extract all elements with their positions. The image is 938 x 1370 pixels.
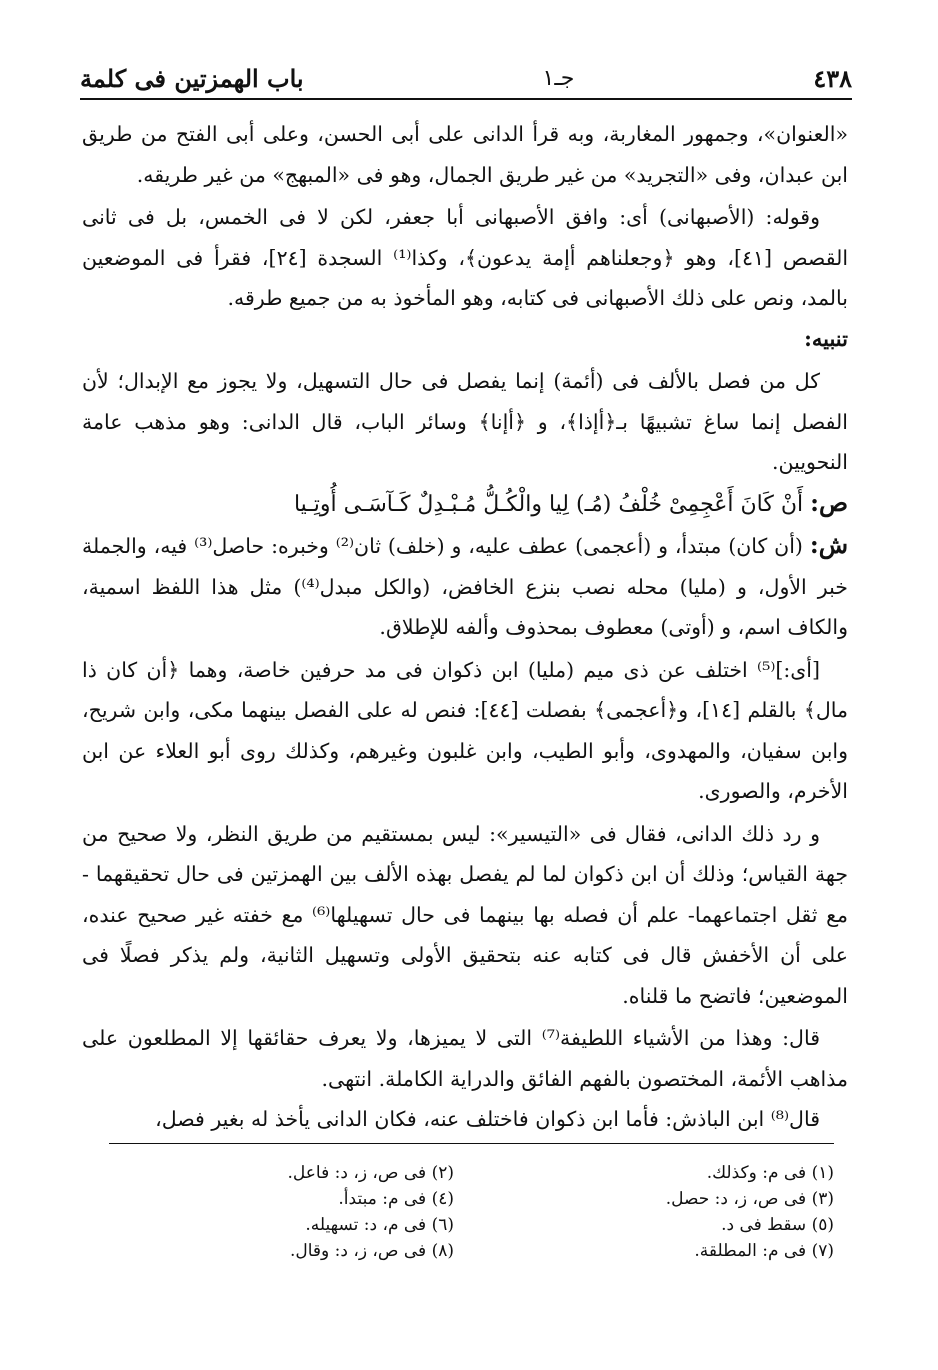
footnote: (٣) فى ص، ز، د: حصل. (665, 1189, 834, 1209)
paragraph-8: قال⁽⁸⁾ ابن الباذش: فأما ابن ذكوان فاختلف عنه، فكان الدانى يأخذ له بغير فصل، (155, 1107, 820, 1131)
main-text (82, 114, 848, 1140)
page-number: ٤٣٨ (813, 63, 852, 93)
paragraph-2: وقوله: (الأصبهانى) أى: وافق الأصبهانى أبا جعفر، لكن لا فى الخمس، بل فى ثانى القصص [٤١]، وهو ﴿وجعلناهم أإمة يدعون﴾، وكذا⁽¹⁾ السجدة [٢٤]، فقرأ فى الموضعين بالمد، ونص على ذلك الأصبهانى فى كتابه، وهو المأخوذ به من جميع طرقه. (82, 205, 849, 310)
tanbih-heading: تنبيه: (804, 325, 848, 351)
paragraph-1: «العنوان»، وجمهور المغاربة، وبه قرأ الدانى على أبى الحسن، وعلى أبى الفتح من طريق ابن عبدان، وفى «التجريد» من غير طريق الجمال، وهو فى «المبهج» من غير طريقه. (82, 122, 848, 187)
paragraph-6: و رد ذلك الدانى، فقال فى «التيسير»: ليس بمستقيم من طريق النظر، ولا صحيح من جهة القياس؛ وذلك أن ابن ذكوان لما لم يفصل بهذه الألف بين الهمزتين فى حال تحقيقهما - مع ثقل اجتماعهما- علم أن فصله بها بينهما فى حال تسهيلها⁽⁶⁾ مع خفته غير صحيح عنده، على أن الأخفش قال فى كتابه عنه بتحقيق الأولى وتسهيل الثانية، ولم يذكر فصلًا فى الموضعين؛ فاتضح ما قلناه. (82, 821, 848, 1008)
footnotes-left-column (104, 1160, 484, 1264)
footnote: (٤) فى م: مبتدأ. (338, 1189, 454, 1209)
sharh-paragraph (82, 525, 848, 648)
chapter-title: باب الهمزتين فى كلمة (80, 63, 304, 93)
footnotes-right-column (484, 1160, 834, 1264)
header-rule (80, 98, 852, 100)
footnote: (٥) سقط فى د. (721, 1215, 834, 1235)
footnote: (٨) فى ص، ز، د: وقال. (289, 1241, 454, 1261)
verse-text: أَنْ كَانَ أَعْجِمِىْ خُلْفُ (مُـ) لِيا والْكُـلُّ مُـبْـدِلٌ كَـآسَـى أُوتِـيا (293, 491, 804, 517)
sharh-tag: ش: (809, 530, 848, 559)
footnote: (١) فى م: وكذلك. (706, 1163, 834, 1183)
footnote: (٦) فى م، د: تسهيله. (305, 1215, 454, 1235)
footnote-rule (109, 1143, 834, 1144)
footnote: (٢) فى ص، ز، د: فاعل. (287, 1163, 454, 1183)
verse-line (82, 483, 848, 526)
footnote: (٧) فى م: المطلقة. (694, 1241, 834, 1261)
paragraph-3: كل من فصل بالألف فى (أئمة) إنما يفصل فى حال التسهيل، ولا يجوز مع الإبدال؛ لأن الفصل إنما ساغ تشبيهًا بـ﴿أإذا﴾، و ﴿أإنا﴾ وسائر الباب، قال الدانى: وهو مذهب عامة النحويين. (82, 369, 848, 474)
running-header (80, 58, 852, 98)
volume-label: جـ١ (542, 65, 575, 91)
paragraph-5: [أى:]⁽⁵⁾ اختلف عن ذى ميم (مليا) ابن ذكوان فى مد حرفين خاصة، وهما ﴿أن كان ذا مال﴾ بالقلم [١٤]، و﴿أعجمى﴾ بفصلت [٤٤]: فنص له على الفصل بينهما مكى، وابن شريح، وابن سفيان، والمهدوى، وأبو الطيب، وابن غلبون وغيرهم، وكذلك روى أبو العلاء عن ابن الأخرم، والصورى. (82, 657, 849, 803)
sharh-text: (أن كان) مبتدأ، و (أعجمى) عطف عليه، و (خلف) ثان⁽²⁾ وخبره: حاصل⁽³⁾ فيه، والجملة خبر الأول، و (مليا) محله نصب بنزع الخافض، (والكل مبدل⁽⁴⁾) مثل هذا اللفظ اسمية، والكاف اسم، و (أوتى) معطوف بمحذوف وألفه للإطلاق. (82, 534, 848, 639)
verse-tag: ص: (810, 487, 848, 517)
paragraph-7: قال: وهذا من الأشياء اللطيفة⁽⁷⁾ التى لا يميزها، ولا يعرف حقائقها إلا المطلعون على مذاهب الأئمة، المختصون بالفهم الفائق والدراية الكاملة. انتهى. (82, 1026, 848, 1091)
footnotes (104, 1160, 834, 1264)
